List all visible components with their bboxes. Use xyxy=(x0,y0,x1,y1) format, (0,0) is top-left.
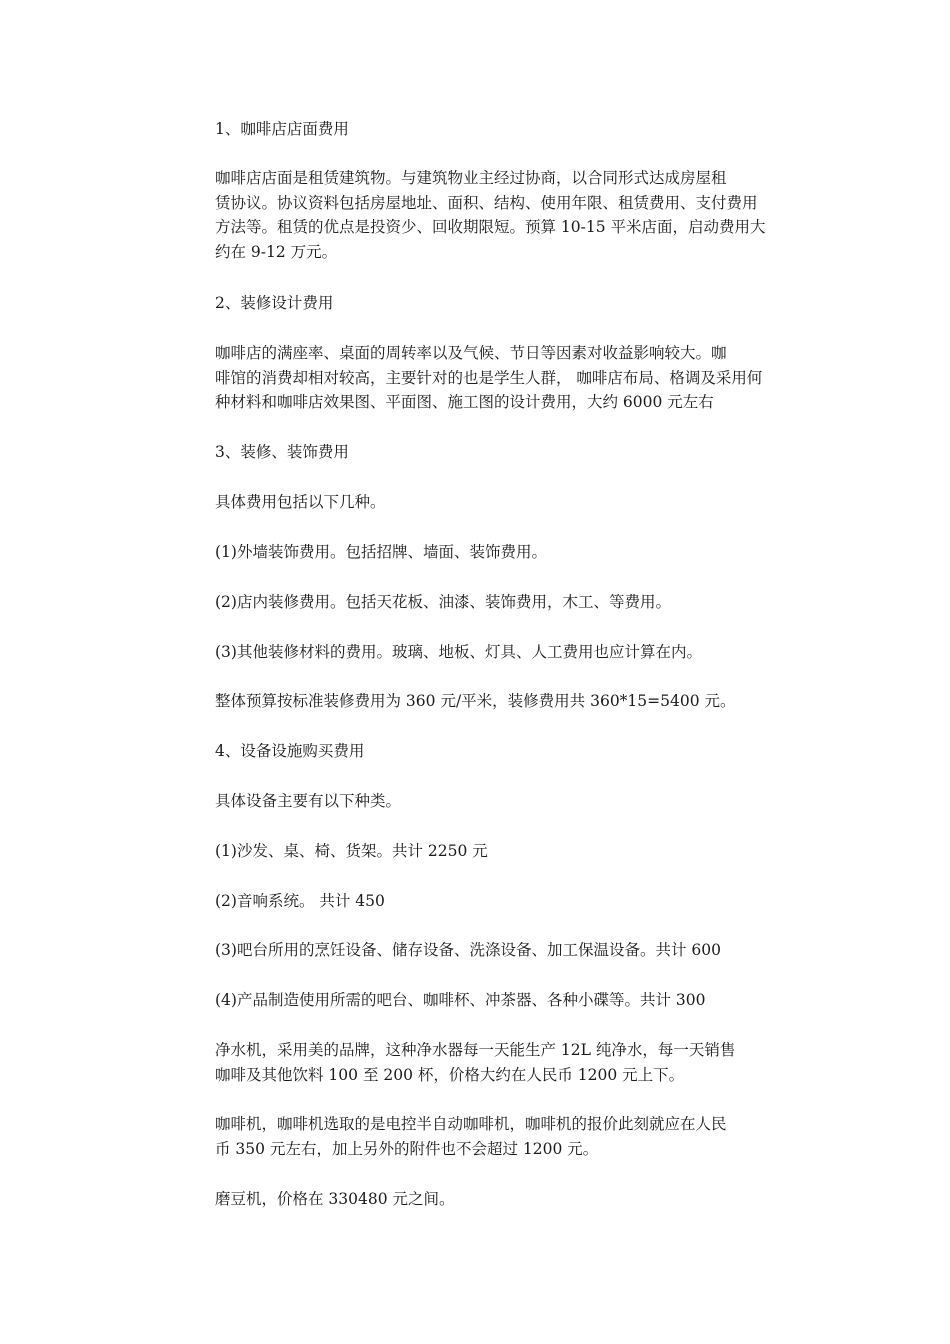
section-heading-2 xyxy=(215,291,775,316)
body-paragraph xyxy=(215,166,775,264)
text-line: 净水机，采用美的品牌，这种净水器每一天能生产 12L 纯净水，每一天销售 xyxy=(215,1041,736,1059)
body-paragraph xyxy=(215,1038,775,1087)
list-item xyxy=(215,938,775,963)
body-paragraph xyxy=(215,689,775,714)
list-item xyxy=(215,988,775,1013)
body-paragraph xyxy=(215,789,775,814)
list-item xyxy=(215,640,775,665)
text-line: 2、装修设计费用 xyxy=(215,294,334,312)
text-line: 磨豆机，价格在 330480 元之间。 xyxy=(215,1190,455,1208)
text-line: 咖啡机，咖啡机选取的是电控半自动咖啡机，咖啡机的报价此刻就应在人民 xyxy=(215,1115,727,1133)
section-heading-4 xyxy=(215,739,775,764)
body-paragraph xyxy=(215,1112,775,1161)
text-line: 4、设备设施购买费用 xyxy=(215,742,365,760)
text-line: (4)产品制造使用所需的吧台、咖啡杯、冲茶器、各种小碟等。共计 300 xyxy=(215,991,706,1009)
text-line: 整体预算按标准装修费用为 360 元/平米，装修费用共 360*15=5400 元。 xyxy=(215,692,736,710)
text-line: 3、装修、装饰费用 xyxy=(215,443,349,461)
list-item xyxy=(215,590,775,615)
body-paragraph xyxy=(215,490,775,515)
text-line: (1)外墙装饰费用。包括招牌、墙面、装饰费用。 xyxy=(215,543,547,561)
body-paragraph xyxy=(215,1187,775,1212)
text-line: 咖啡店的满座率、桌面的周转率以及气候、节日等因素对收益影响较大。咖 xyxy=(215,344,727,362)
text-line: (3)吧台所用的烹饪设备、储存设备、洗涤设备、加工保温设备。共计 600 xyxy=(215,941,721,959)
text-line: 1、咖啡店店面费用 xyxy=(215,120,349,138)
text-line: (3)其他装修材料的费用。玻璃、地板、灯具、人工费用也应计算在内。 xyxy=(215,643,702,661)
text-line: 种材料和咖啡店效果图、平面图、施工图的设计费用，大约 6000 元左右 xyxy=(215,393,714,411)
body-paragraph xyxy=(215,341,775,415)
text-line: (1)沙发、桌、椅、货架。共计 2250 元 xyxy=(215,842,488,860)
text-line: 具体费用包括以下几种。 xyxy=(215,493,386,511)
text-line: 啡馆的消费却相对较高，主要针对的也是学生人群， 咖啡店布局、格调及采用何 xyxy=(215,368,763,387)
text-line: 约在 9-12 万元。 xyxy=(215,242,338,261)
text-line: 赁协议。协议资料包括房屋地址、面积、结构、使用年限、租赁费用、支付费用 xyxy=(215,193,758,212)
list-item xyxy=(215,889,775,914)
text-line: 方法等。租赁的优点是投资少、回收期限短。预算 10-15 平米店面，启动费用大 xyxy=(215,218,766,236)
text-line: 具体设备主要有以下种类。 xyxy=(215,792,402,810)
section-heading-3 xyxy=(215,440,775,465)
text-line: 咖啡及其他饮料 100 至 200 杯，价格大约在人民币 1200 元上下。 xyxy=(215,1065,685,1084)
list-item xyxy=(215,540,775,565)
section-heading-1 xyxy=(215,117,775,142)
text-line: (2)店内装修费用。包括天花板、油漆、装饰费用，木工、等费用。 xyxy=(215,593,671,611)
list-item xyxy=(215,839,775,864)
text-line: (2)音响系统。 共计 450 xyxy=(215,892,385,910)
text-line: 咖啡店店面是租赁建筑物。与建筑物业主经过协商，以合同形式达成房屋租 xyxy=(215,169,727,187)
text-line: 币 350 元左右，加上另外的附件也不会超过 1200 元。 xyxy=(215,1139,599,1158)
